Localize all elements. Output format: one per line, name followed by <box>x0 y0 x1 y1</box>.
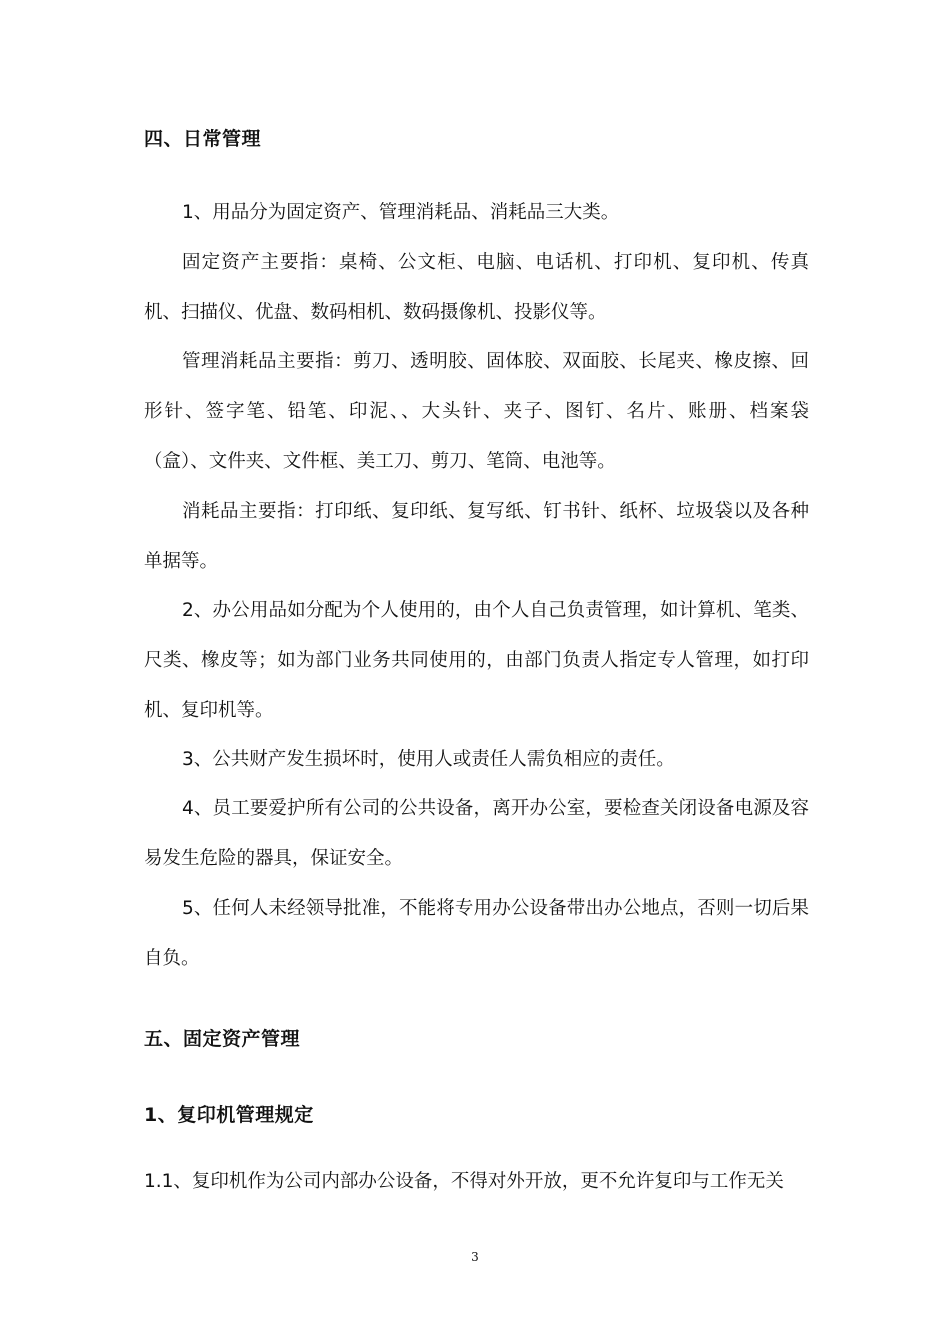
paragraph-copier-rule-1-1: 1.1、复印机作为公司内部办公设备，不得对外开放，更不允许复印与工作无关 <box>144 1171 784 1192</box>
paragraph-equipment-care: 4、员工要爱护所有公司的公共设备，离开办公室，要检查关闭设备电源及容易发生危险的器具，保证安全。 <box>144 798 809 869</box>
paragraph-managed-consumables: 管理消耗品主要指：剪刀、透明胶、固体胶、双面胶、长尾夹、橡皮擦、回形针、签字笔、铅笔、印泥、、大头针、夹子、图钉、名片、账册、档案袋（盒）、文件夹、文件框、美工刀、剪刀、笔筒、电池等。 <box>144 351 809 472</box>
section-heading-fixed-assets: 五、固定资产管理 <box>144 1028 301 1050</box>
paragraph-damage-liability: 3、公共财产发生损坏时，使用人或责任人需负相应的责任。 <box>182 749 675 770</box>
page-number: 3 <box>471 1250 479 1264</box>
paragraph-equipment-removal: 5、任何人未经领导批准，不能将专用办公设备带出办公地点，否则一切后果自负。 <box>144 898 809 969</box>
paragraph-consumables: 消耗品主要指：打印纸、复印纸、复写纸、钉书针、纸杯、垃圾袋以及各种单据等。 <box>144 501 809 572</box>
paragraph-item-categories: 1、用品分为固定资产、管理消耗品、消耗品三大类。 <box>182 202 620 223</box>
section-heading-daily-management: 四、日常管理 <box>144 128 262 150</box>
subsection-heading-copier-rules: 1、复印机管理规定 <box>144 1104 314 1126</box>
paragraph-fixed-assets: 固定资产主要指：桌椅、公文柜、电脑、电话机、打印机、复印机、传真机、扫描仪、优盘、数码相机、数码摄像机、投影仪等。 <box>144 252 809 323</box>
paragraph-personal-use: 2、办公用品如分配为个人使用的，由个人自己负责管理，如计算机、笔类、尺类、橡皮等；如为部门业务共同使用的，由部门负责人指定专人管理，如打印机、复印机等。 <box>144 600 809 721</box>
